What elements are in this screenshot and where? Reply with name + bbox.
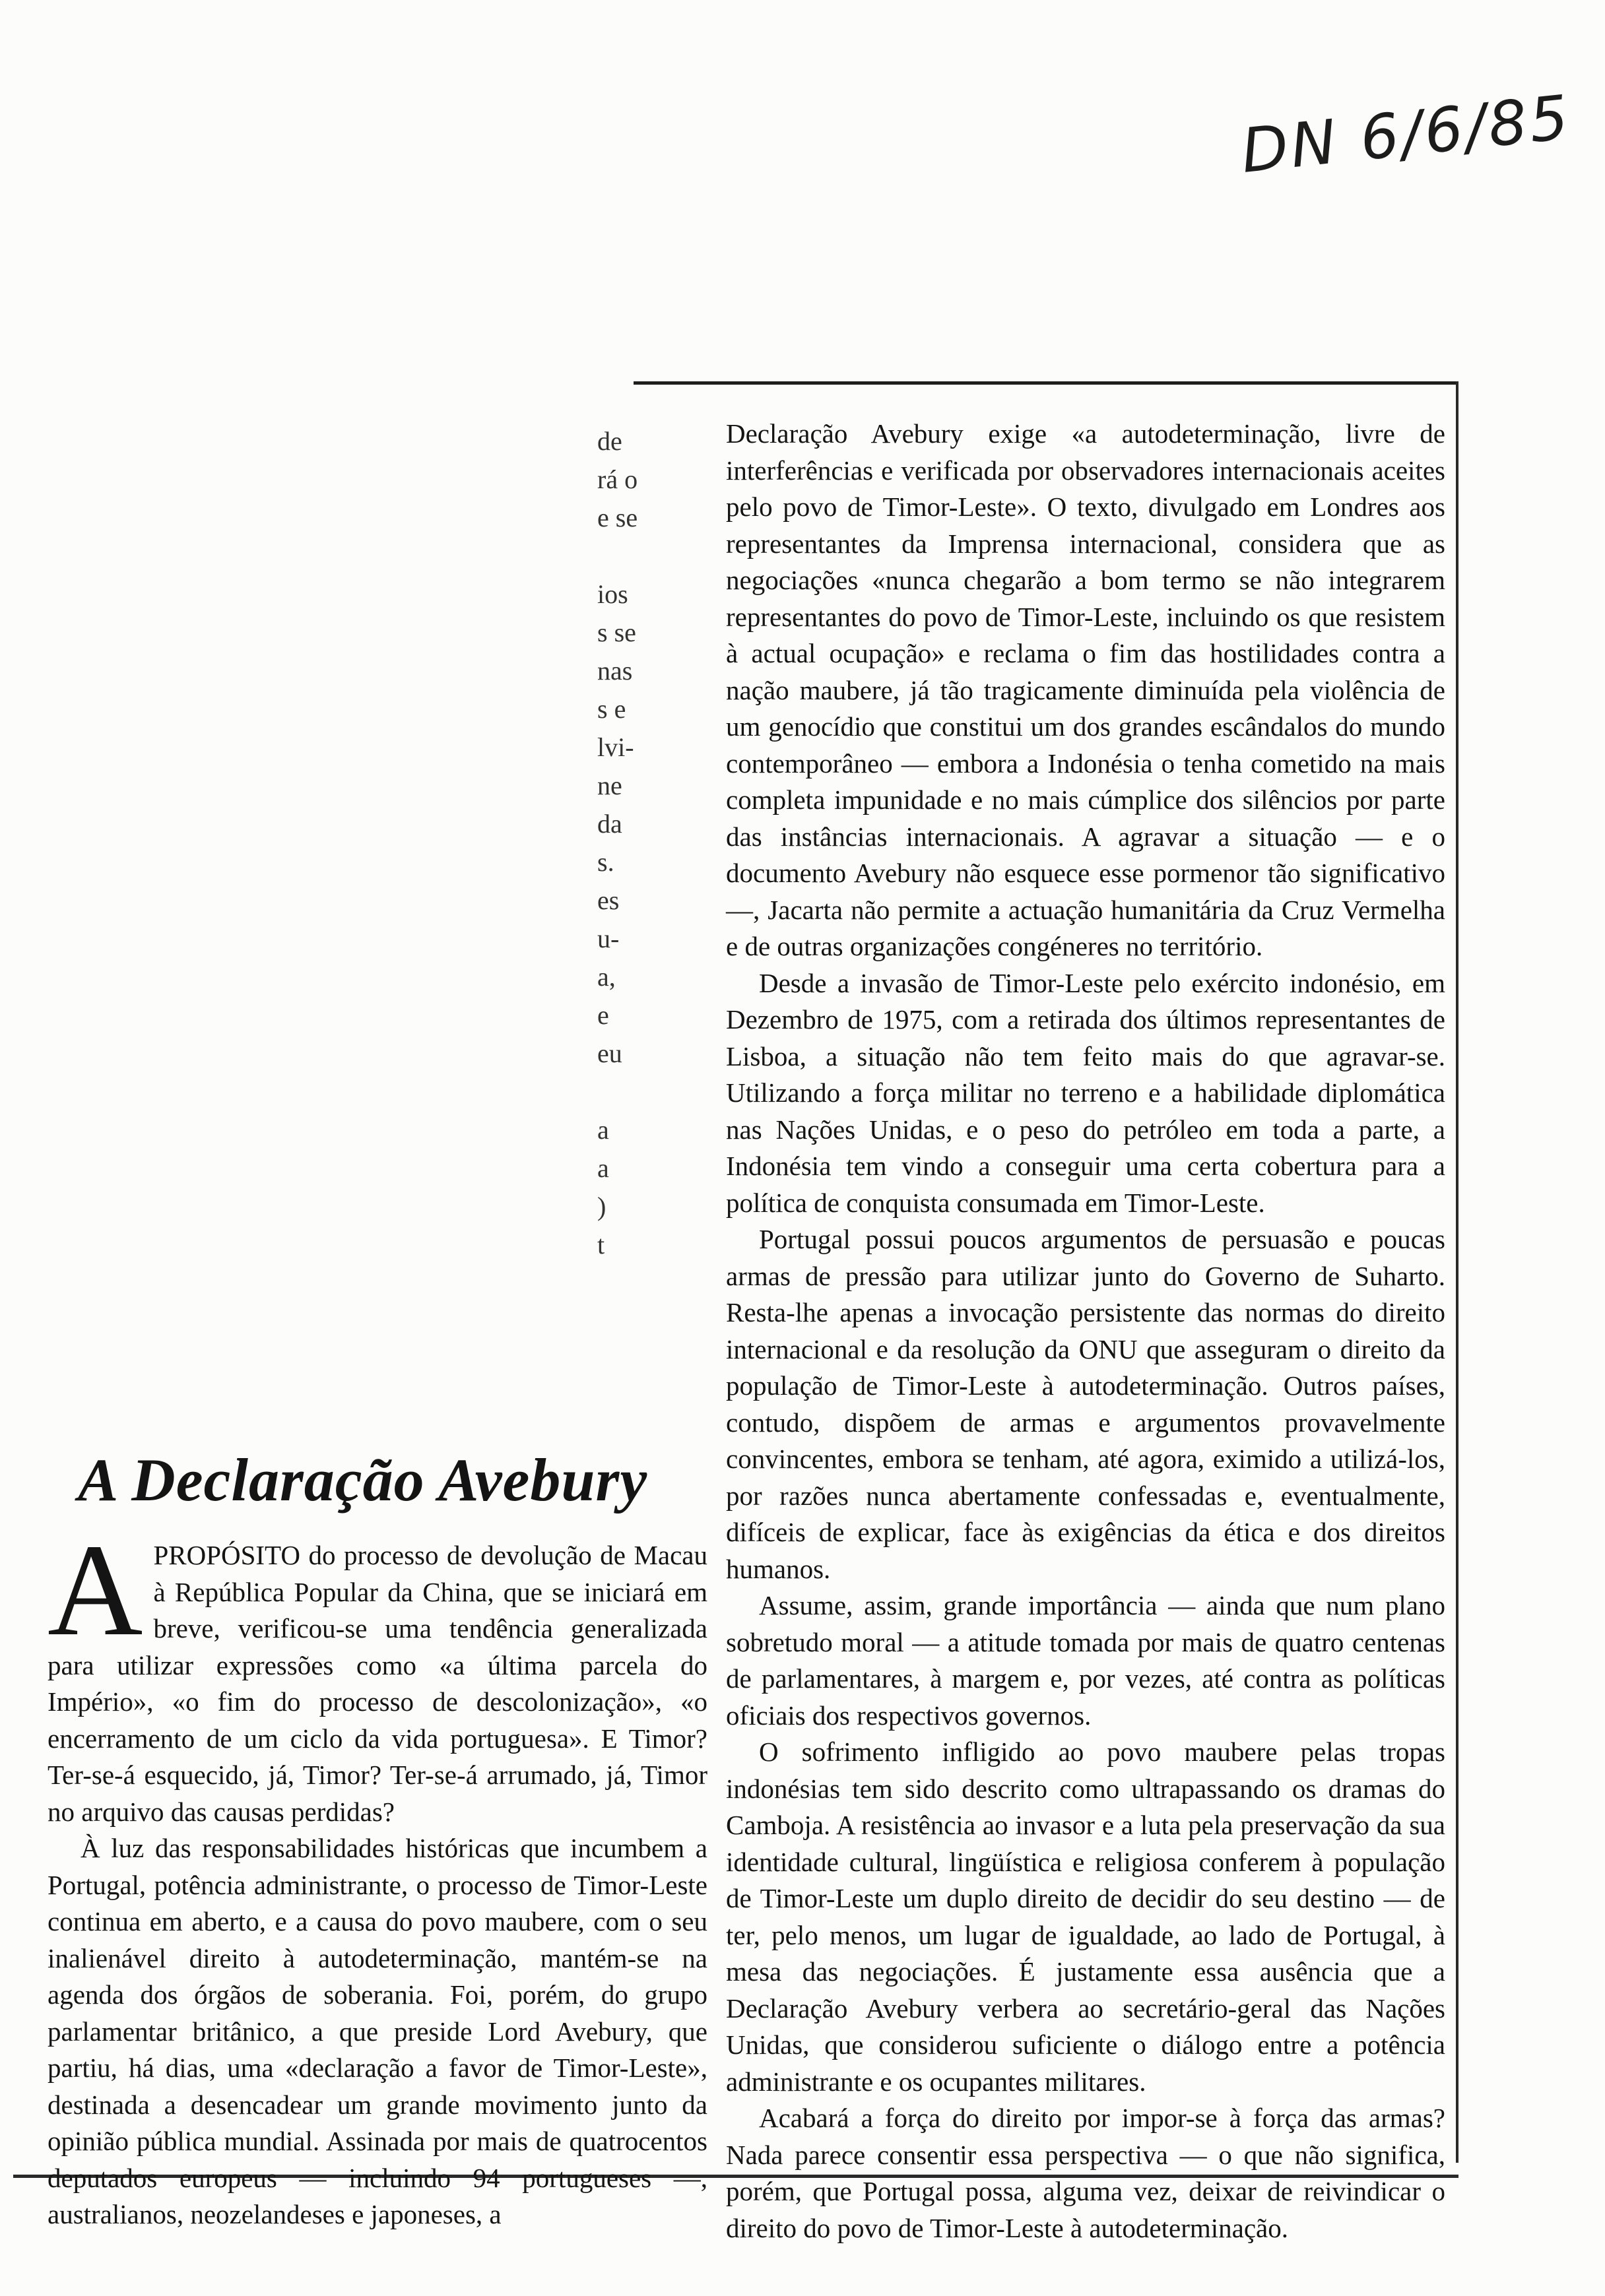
- article-paragraph: Portugal possui poucos argumentos de persuasão e poucas armas de pressão para utilizar junto do Governo de Suharto. Resta-lhe apenas a invocação persistente das normas do direito internacional e da resolução da ONU que asseguram o direito da população de Timor-Leste à autodeterminação. Outros países, contudo, dispõem de armas e argumentos provavelmente convincentes, embora se tenham, até agora, eximido a utilizá-los, por razões nunca abertamente confessadas e, eventualmente, difíceis de explicar, face às exigências da ética e dos direitos humanos.: [726, 1224, 1445, 1584]
- article-right-column: [726, 416, 1445, 2247]
- fragment-line: eu: [597, 1038, 622, 1068]
- fragment-line: de: [597, 426, 622, 456]
- fragment-line: ios: [597, 579, 628, 609]
- fragment-line: a: [597, 1115, 609, 1145]
- article-paragraph: Assume, assim, grande importância — ainda que num plano sobretudo moral — a atitude tomada por mais de quatro centenas de parlamentares, à margem e, por vezes, até contra as políticas oficiais dos respectivos governos.: [726, 1590, 1445, 1731]
- fragment-line: ): [597, 1192, 606, 1221]
- article-paragraph: Acabará a força do direito por impor-se à força das armas? Nada parece consentir essa perspectiva — o que não significa, porém, que Portugal possa, alguma vez, deixar de reivindicar o direito do povo de Timor-Leste à autodeterminação.: [726, 2103, 1445, 2243]
- fragment-line: [597, 1073, 657, 1111]
- top-rule: [634, 381, 1458, 385]
- fragment-line: da: [597, 809, 622, 839]
- fragment-line: a: [597, 1153, 609, 1183]
- article-headline: A Declaração Avebury: [78, 1446, 648, 1514]
- fragment-line: rá o: [597, 464, 638, 494]
- fragment-line: t: [597, 1230, 605, 1260]
- cut-off-column-fragment: [597, 422, 657, 1264]
- fragment-line: es: [597, 885, 620, 915]
- fragment-line: u-: [597, 924, 620, 953]
- fragment-line: [597, 537, 657, 575]
- fragment-line: s.: [597, 847, 614, 877]
- article-paragraph: Desde a invasão de Timor-Leste pelo exército indonésio, em Dezembro de 1975, com a retirada dos últimos representantes de Lisboa, a situação não tem feito mais do que agravar-se. Utilizando a força militar no terreno e a habilidade diplomática nas Nações Unidas, e o peso do petróleo em toda a parte, a Indonésia tem vindo a conseguir uma certa cobertura para a política de conquista consumada em Timor-Leste.: [726, 967, 1445, 1218]
- handwritten-date-note: DN 6/6/85: [1237, 82, 1575, 187]
- article-paragraph: Declaração Avebury exige «a autodeterminação, livre de interferências e verificada por observadores internacionais aceites pelo povo de Timor-Leste». O texto, divulgado em Londres aos representantes da Imprensa internacional, considera que as negociações «nunca chegarão a bom termo se não integrarem representantes do povo de Timor-Leste, incluindo os que resistem à actual ocupação» e reclama o fim das hostilidades contra a nação maubere, já tão tragicamente diminuída pela violência de um genocídio que constitui um dos grandes escândalos do mundo contemporâneo — embora a Indonésia o tenha cometido na mais completa impunidade e no mais cúmplice dos silêncios por parte das instâncias internacionais. A agravar a situação — e o documento Avebury não esquece esse pormenor tão significativo —, Jacarta não permite a actuação humanitária da Cruz Vermelha e de outras organizações congéneres no território.: [726, 418, 1445, 961]
- drop-cap: A: [48, 1517, 143, 1663]
- fragment-line: lvi-: [597, 732, 634, 762]
- lead-paragraph-text: PROPÓSITO do processo de devolução de Macau à República Popular da China, que se iniciará em breve, verificou-se uma tendência generalizada para utilizar expressões como «a última parcela do Império», «o fim do processo de descolonização», «o encerramento de um ciclo da vida portuguesa». E Timor? Ter-se-á esquecido, já, Timor? Ter-se-á arrumado, já, Timor no arquivo das causas perdidas?: [48, 1540, 707, 1827]
- article-paragraph: O sofrimento infligido ao povo maubere pelas tropas indonésias tem sido descrito como ultrapassando os dramas do Camboja. A resistência ao invasor e a luta pela preservação da sua identidade cultural, lingüística e religiosa conferem à população de Timor-Leste um duplo direito de decidir do seu destino — de ter, pelo menos, um lugar de igualdade, ao lado de Portugal, à mesa das negociações. É justamente essa ausência que a Declaração Avebury verbera ao secretário-geral das Nações Unidas, que considerou suficiente o diálogo entre a potência administrante e os ocupantes militares.: [726, 1737, 1445, 2097]
- fragment-line: s se: [597, 618, 636, 647]
- fragment-line: e: [597, 1000, 609, 1030]
- fragment-line: s e: [597, 694, 626, 724]
- article-paragraph: À luz das responsabilidades históricas que incumbem a Portugal, potência administrante, o processo de Timor-Leste continua em aberto, e a causa do povo maubere, com o seu inalienável direito à autodeterminação, mantém-se na agenda dos órgãos de soberania. Foi, porém, do grupo parlamentar britânico, a que preside Lord Avebury, que partiu, há dias, uma «declaração a favor de Timor-Leste», destinada a desencadear um grande movimento junto da opinião pública mundial. Assinada por mais de quatrocentos deputados europeus — incluindo 94 portugueses —, australianos, neozelandeses e japoneses, a: [48, 1833, 707, 2229]
- fragment-line: a,: [597, 962, 616, 992]
- lead-paragraph: [48, 1517, 707, 1830]
- fragment-line: ne: [597, 771, 622, 800]
- right-rule: [1456, 381, 1458, 2163]
- fragment-line: nas: [597, 656, 633, 686]
- article-left-column: [48, 1517, 707, 2233]
- fragment-line: e se: [597, 503, 638, 532]
